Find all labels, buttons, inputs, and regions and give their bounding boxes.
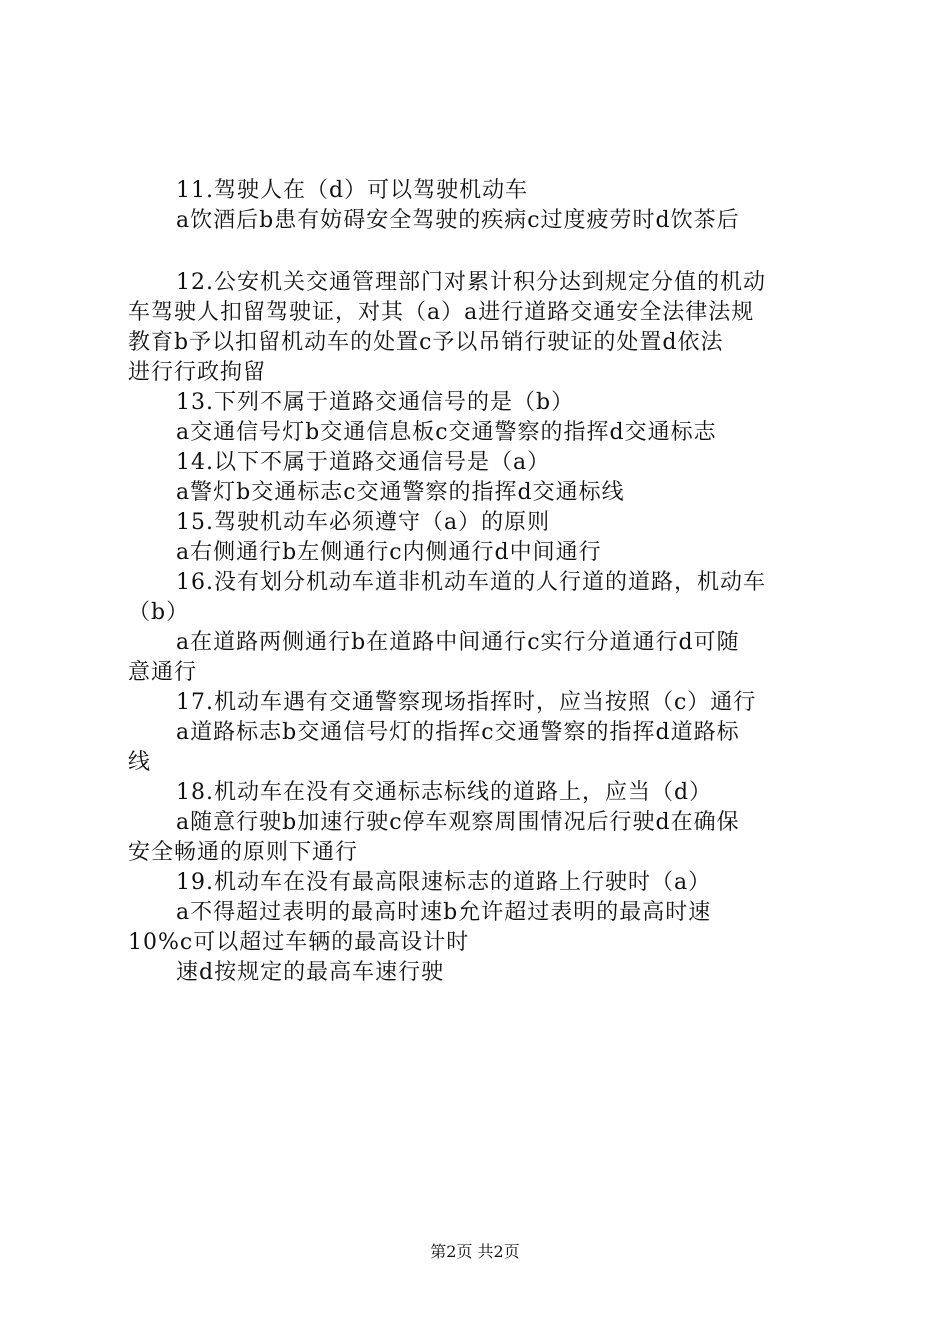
question-15-title: 15.驾驶机动车必须遵守（a）的原则: [176, 510, 551, 535]
page-number-footer: 第2页 共2页: [430, 1242, 520, 1261]
question-12-line-3: 教育b予以扣留机动车的处置c予以吊销行驶证的处置d依法: [128, 330, 724, 355]
question-19-options-line-2: 10%c可以超过车辆的最高设计时: [128, 930, 470, 955]
question-19-options-line-1: a不得超过表明的最高时速b允许超过表明的最高时速: [176, 900, 712, 925]
question-12-line-2: 车驾驶人扣留驾驶证，对其（a）a进行道路交通安全法律法规: [128, 300, 755, 325]
question-13-options: a交通信号灯b交通信息板c交通警察的指挥d交通标志: [176, 420, 717, 445]
question-16-line-2: （b）: [128, 600, 190, 625]
question-11-title: 11.驾驶人在（d）可以驾驶机动车: [176, 178, 529, 203]
question-13-title: 13.下列不属于道路交通信号的是（b）: [176, 390, 575, 415]
question-16-options-line-1: a在道路两侧通行b在道路中间通行c实行分道通行d可随: [176, 630, 740, 655]
question-11-options: a饮酒后b患有妨碍安全驾驶的疾病c过度疲劳时d饮茶后: [176, 208, 740, 233]
question-18-options-line-2: 安全畅通的原则下通行: [128, 840, 359, 865]
question-15-options: a右侧通行b左侧通行c内侧通行d中间通行: [176, 540, 602, 565]
question-18-title: 18.机动车在没有交通标志标线的道路上，应当（d）: [176, 780, 713, 805]
question-17-title: 17.机动车遇有交通警察现场指挥时，应当按照（c）通行: [176, 690, 757, 715]
question-19-options-line-3: 速d按规定的最高车速行驶: [176, 960, 445, 985]
question-17-options-line-1: a道路标志b交通信号灯的指挥c交通警察的指挥d道路标: [176, 720, 740, 745]
paragraph-spacer: [128, 236, 833, 268]
question-18-options-line-1: a随意行驶b加速行驶c停车观察周围情况后行驶d在确保: [176, 810, 740, 835]
question-16-options-line-2: 意通行: [128, 660, 198, 685]
question-19-title: 19.机动车在没有最高限速标志的道路上行驶时（a）: [176, 870, 712, 895]
question-14-title: 14.以下不属于道路交通信号是（a）: [176, 450, 551, 475]
question-14-options: a警灯b交通标志c交通警察的指挥d交通标线: [176, 480, 625, 505]
document-body: [128, 176, 833, 988]
question-17-options-line-2: 线: [128, 750, 152, 775]
question-12-line-1: 12.公安机关交通管理部门对累计积分达到规定分值的机动: [176, 270, 766, 295]
question-12-line-4: 进行行政拘留: [128, 360, 267, 385]
question-16-line-1: 16.没有划分机动车道非机动车道的人行道的道路，机动车: [176, 570, 766, 595]
